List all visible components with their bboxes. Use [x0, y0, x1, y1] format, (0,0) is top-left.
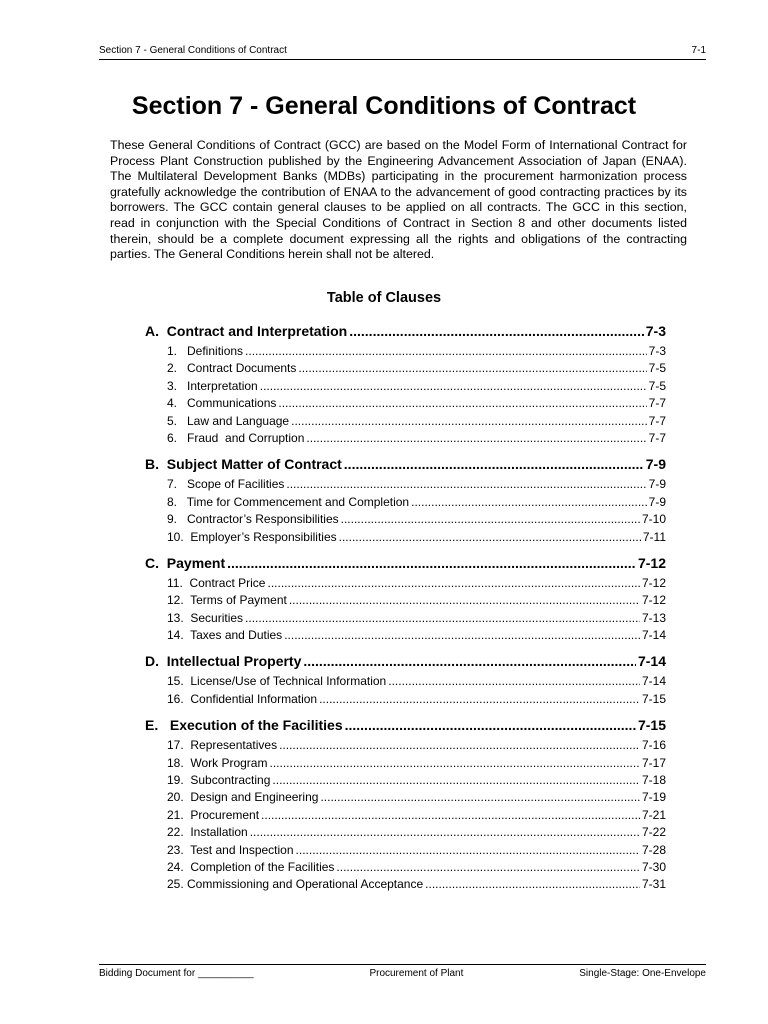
toc-clause-entry[interactable] — [167, 379, 666, 396]
toc-heading: Table of Clauses — [326, 290, 442, 306]
toc-clause-page: 7-9 — [648, 494, 666, 509]
dot-leader — [278, 396, 646, 410]
toc-clause-page: 7-7 — [648, 413, 666, 428]
dot-leader — [411, 495, 647, 509]
toc-clause-page: 7-17 — [641, 755, 666, 770]
dot-leader — [345, 717, 636, 733]
toc-clause-entry[interactable] — [167, 611, 666, 628]
toc-section — [145, 717, 666, 895]
toc-clause-page: 7-13 — [641, 610, 666, 625]
toc-clause-page: 7-5 — [648, 361, 666, 376]
toc-clause-page: 7-7 — [648, 430, 666, 445]
toc-clause-title: 24. Completion of the Facilities — [167, 859, 335, 874]
dot-leader — [296, 843, 640, 857]
toc-section-entry[interactable] — [145, 717, 666, 738]
toc-clause-page: 7-15 — [641, 691, 666, 706]
toc-clause-entry[interactable] — [167, 512, 666, 529]
toc-section-title: A. Contract and Interpretation — [145, 323, 348, 339]
dot-leader — [272, 773, 640, 787]
header-section-title: Section 7 - General Conditions of Contract — [99, 45, 287, 56]
dot-leader — [306, 431, 646, 445]
toc-clause-entry[interactable] — [167, 495, 666, 512]
dot-leader — [250, 825, 640, 839]
toc-section-page: 7-15 — [637, 717, 666, 734]
toc-clause-entry[interactable] — [167, 396, 666, 413]
intro-paragraph: These General Conditions of Contract (GCC) are based on the Model Form of International Contract for Process Plant Construction published by the Engineering Advancement Association of Japan (ENAA). The Multilateral Development Banks (MDBs) participating in the procurement harmonization process gratefully acknowledge the contribution of ENAA to the advancement of good contracting practices by its borrowers. The GCC contain general clauses to be applied on all contracts. The GCC in this section, read in conjunction with the Special Conditions of Contract in Section 8 and other documents listed therein, should be a complete document expressing all the rights and obligations of the contracting parties. The General Conditions herein shall not be altered. — [110, 138, 687, 262]
dot-leader — [303, 653, 636, 669]
dot-leader — [269, 756, 639, 770]
toc-clause-title: 17. Representatives — [167, 738, 278, 753]
footer-center: Procurement of Plant — [369, 968, 464, 979]
toc-clause-title: 13. Securities — [167, 610, 244, 625]
toc-clause-title: 25. Commissioning and Operational Acceptance — [167, 877, 424, 892]
toc-clause-entry[interactable] — [167, 843, 666, 860]
toc-clause-page: 7-12 — [641, 575, 666, 590]
toc-clause-entry[interactable] — [167, 431, 666, 448]
page-header — [99, 45, 706, 60]
toc-clause-title: 16. Confidential Information — [167, 691, 318, 706]
toc-clause-page: 7-14 — [641, 628, 666, 643]
dot-leader — [227, 555, 636, 571]
toc-section-page: 7-9 — [645, 456, 666, 473]
dot-leader — [267, 576, 639, 590]
toc-section — [145, 323, 666, 448]
dot-leader — [425, 877, 640, 891]
toc-clause-entry[interactable] — [167, 477, 666, 494]
toc-clause-title: 4. Communications — [167, 396, 277, 411]
toc-section-page: 7-14 — [637, 653, 666, 670]
toc-section-entry[interactable] — [145, 323, 666, 344]
dot-leader — [245, 611, 640, 625]
toc-clause-title: 18. Work Program — [167, 755, 268, 770]
toc-clause-entry[interactable] — [167, 344, 666, 361]
toc-clause-page: 7-31 — [641, 877, 666, 892]
toc-clause-entry[interactable] — [167, 877, 666, 894]
toc-clause-entry[interactable] — [167, 773, 666, 790]
toc-clause-page: 7-21 — [641, 807, 666, 822]
toc-clause-page: 7-7 — [648, 396, 666, 411]
toc-clause-title: 5. Law and Language — [167, 413, 290, 428]
dot-leader — [336, 860, 640, 874]
toc-clause-entry[interactable] — [167, 576, 666, 593]
toc-clause-title: 10. Employer’s Responsibilities — [167, 529, 337, 544]
toc-clause-entry[interactable] — [167, 756, 666, 773]
toc-section-entry[interactable] — [145, 555, 666, 576]
dot-leader — [279, 738, 640, 752]
toc-clause-page: 7-16 — [641, 738, 666, 753]
dot-leader — [320, 790, 640, 804]
dot-leader — [349, 323, 644, 339]
dot-leader — [298, 361, 646, 375]
toc-clause-title: 3. Interpretation — [167, 378, 258, 393]
toc-clause-page: 7-22 — [641, 825, 666, 840]
dot-leader — [341, 512, 640, 526]
toc-clause-page: 7-11 — [642, 529, 666, 544]
toc-clause-entry[interactable] — [167, 692, 666, 709]
toc-clause-entry[interactable] — [167, 593, 666, 610]
toc-section-page: 7-12 — [637, 554, 666, 571]
toc-clause-page: 7-12 — [641, 593, 666, 608]
toc-clause-title: 8. Time for Commencement and Completion — [167, 494, 410, 509]
dot-leader — [291, 414, 647, 428]
footer-left: Bidding Document for __________ — [99, 968, 254, 979]
toc-clause-title: 2. Contract Documents — [167, 361, 297, 376]
toc-clause-title: 11. Contract Price — [167, 575, 266, 590]
toc-clause-entry[interactable] — [167, 674, 666, 691]
toc-clause-entry[interactable] — [167, 530, 666, 547]
dot-leader — [388, 674, 640, 688]
page-footer — [99, 964, 706, 979]
toc-clause-page: 7-5 — [648, 378, 666, 393]
toc-clause-page: 7-14 — [641, 674, 666, 689]
toc-clause-page: 7-3 — [648, 344, 666, 358]
toc-clause-entry[interactable] — [167, 738, 666, 755]
dot-leader — [261, 808, 640, 822]
toc-clause-title: 12. Terms of Payment — [167, 593, 287, 608]
header-page-number: 7-1 — [691, 45, 706, 56]
toc-section — [145, 456, 666, 547]
toc-section — [145, 555, 666, 646]
dot-leader — [284, 628, 640, 642]
toc-clause-page: 7-30 — [641, 859, 666, 874]
toc-section — [145, 653, 666, 709]
toc-section-title: C. Payment — [145, 554, 226, 571]
toc-section-title: D. Intellectual Property — [145, 653, 302, 670]
footer-right: Single-Stage: One-Envelope — [579, 968, 706, 979]
toc-clause-title: 9. Contractor’s Responsibilities — [167, 512, 339, 527]
toc-clause-page: 7-9 — [648, 477, 666, 492]
toc-section-page: 7-3 — [645, 323, 666, 339]
dot-leader — [319, 692, 640, 706]
toc-clause-entry[interactable] — [167, 361, 666, 378]
toc-clause-title: 6. Fraud and Corruption — [167, 430, 305, 445]
toc-clause-title: 20. Design and Engineering — [167, 790, 319, 805]
toc-clause-entry[interactable] — [167, 414, 666, 431]
toc-clause-title: 1. Definitions — [167, 344, 244, 358]
toc-clause-entry[interactable] — [167, 628, 666, 645]
dot-leader — [286, 477, 646, 491]
toc-section-entry[interactable] — [145, 456, 666, 477]
toc-section-title: E. Execution of the Facilities — [145, 717, 343, 734]
toc-clause-entry[interactable] — [167, 825, 666, 842]
toc-clause-title: 22. Installation — [167, 825, 248, 840]
toc-clause-title: 23. Test and Inspection — [167, 842, 294, 857]
dot-leader — [245, 344, 647, 358]
toc-clause-page: 7-10 — [641, 512, 666, 527]
dot-leader — [339, 530, 641, 544]
toc-clause-entry[interactable] — [167, 790, 666, 807]
toc-clause-entry[interactable] — [167, 860, 666, 877]
dot-leader — [289, 593, 640, 607]
dot-leader — [260, 379, 647, 393]
dot-leader — [344, 456, 644, 472]
toc-clause-title: 14. Taxes and Duties — [167, 628, 283, 643]
toc-clause-title: 19. Subcontracting — [167, 773, 271, 788]
table-of-clauses — [145, 323, 666, 903]
toc-clause-page: 7-18 — [641, 773, 666, 788]
page-title: Section 7 - General Conditions of Contract — [131, 92, 637, 120]
toc-section-entry[interactable] — [145, 653, 666, 674]
toc-clause-title: 7. Scope of Facilities — [167, 477, 285, 492]
toc-section-title: B. Subject Matter of Contract — [145, 456, 342, 473]
toc-clause-page: 7-28 — [641, 842, 666, 857]
toc-clause-title: 21. Procurement — [167, 807, 260, 822]
toc-clause-entry[interactable] — [167, 808, 666, 825]
toc-clause-page: 7-19 — [641, 790, 666, 805]
toc-clause-title: 15. License/Use of Technical Information — [167, 674, 387, 689]
